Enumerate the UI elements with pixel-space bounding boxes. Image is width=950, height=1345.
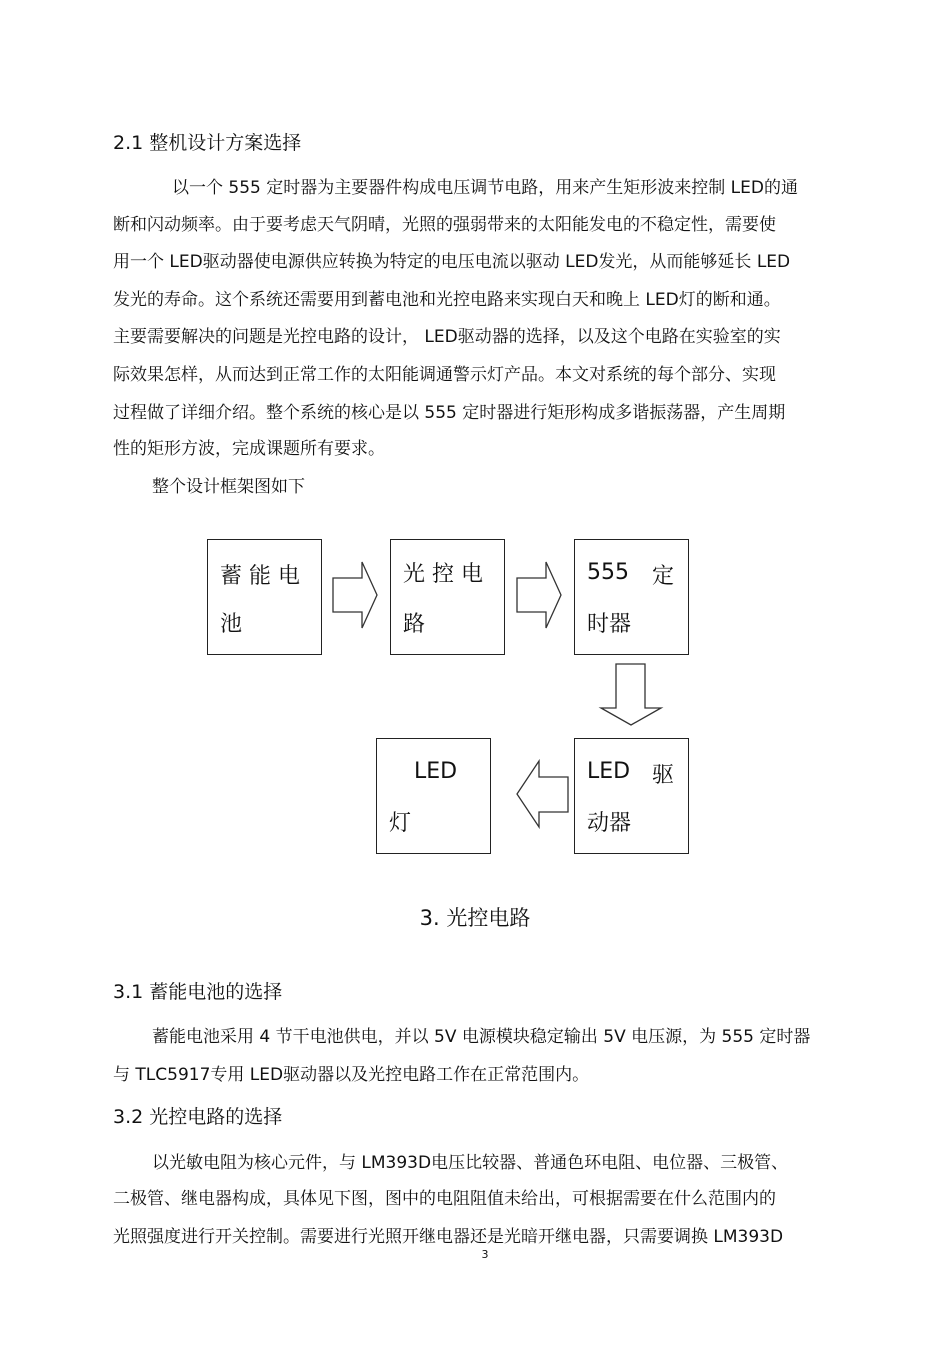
paragraph-line: 以光敏电阻为核心元件，与 LM393D电压比较器、普通色环电阻、电位器、三极管、 [152,1153,789,1173]
led-driver-label-2: 动器 [587,811,632,836]
section-3-heading: 3. 光控电路 [419,906,531,930]
timer-label-1b: 定 [652,564,675,589]
battery-label-1: 蓄 能 电 [220,564,300,589]
arrow-down-icon [601,664,661,725]
light-control-label-1: 光 控 电 [403,562,483,587]
section-3-1-heading: 3.1 蓄能电池的选择 [113,981,283,1003]
timer-label-2: 时器 [587,612,632,637]
paragraph-line: 用一个 LED驱动器使电源供应转换为特定的电压电流以驱动 LED发光，从而能够延长 LED [113,252,791,272]
paragraph-line: 际效果怎样，从而达到正常工作的太阳能调通警示灯产品。本文对系统的每个部分、实现 [113,365,776,385]
led-lamp-label-2: 灯 [389,811,412,836]
paragraph-line: 发光的寿命。这个系统还需要用到蓄电池和光控电路来实现白天和晚上 LED灯的断和通。 [113,290,781,310]
timer-label-1a: 555 [587,560,629,585]
section-2-1-heading: 2.1 整机设计方案选择 [113,132,302,154]
arrow-right-icon [333,562,377,628]
battery-label-2: 池 [220,612,243,637]
paragraph-line: 光照强度进行开关控制。需要进行光照开继电器还是光暗开继电器，只需要调换 LM393D [113,1227,784,1247]
paragraph-line: 断和闪动频率。由于要考虑天气阴晴，光照的强弱带来的太阳能发电的不稳定性，需要使 [113,215,776,235]
light-control-label-2: 路 [403,612,426,637]
paragraph-line: 以一个 555 定时器为主要器件构成电压调节电路，用来产生矩形波来控制 LED的通 [172,178,798,198]
led-driver-label-1b: 驱 [652,763,675,788]
framework-caption: 整个设计框架图如下 [152,477,305,497]
paragraph-line: 过程做了详细介绍。整个系统的核心是以 555 定时器进行矩形构成多谐振荡器，产生周期 [113,403,786,423]
led-driver-label-1a: LED [587,759,631,784]
paragraph-line: 二极管、继电器构成，具体见下图，图中的电阻阻值未给出，可根据需要在什么范围内的 [113,1189,776,1209]
arrow-left-icon [517,761,568,827]
section-3-2-heading: 3.2 光控电路的选择 [113,1106,283,1128]
paragraph-line: 性的矩形方波，完成课题所有要求。 [113,439,385,459]
paragraph-line: 蓄能电池采用 4 节干电池供电，并以 5V 电源模块稳定输出 5V 电压源，为 555 定时器 [152,1027,811,1047]
paragraph-line: 主要需要解决的问题是光控电路的设计， LED驱动器的选择，以及这个电路在实验室的实 [113,327,781,347]
arrow-right-icon [517,562,561,628]
paragraph-line: 与 TLC5917专用 LED驱动器以及光控电路工作在正常范围内。 [113,1065,590,1085]
led-lamp-label-1: LED [414,759,458,784]
page-number: 3 [481,1248,489,1261]
